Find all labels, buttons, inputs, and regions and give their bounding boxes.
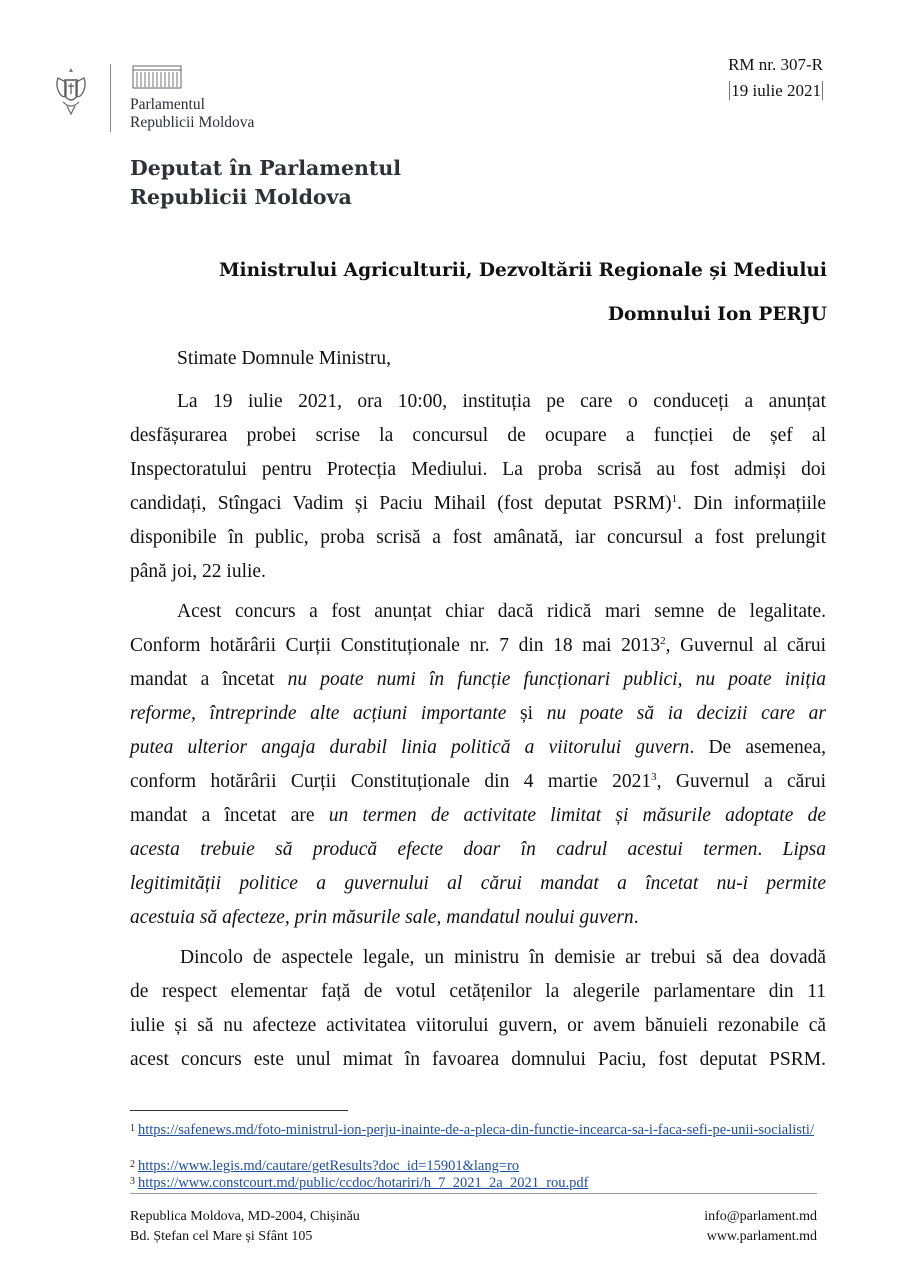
footnote-ref-2: 2 [660, 635, 666, 647]
footnote-link-1[interactable]: https://safenews.md/foto-ministrul-ion-perju-inainte-de-a-pleca-din-functie-incearca-sa-i-faca-sefi-pe-unii-socialisti/ [138, 1122, 814, 1138]
salutation: Stimate Domnule Ministru, [177, 348, 391, 369]
text-line: până joi, 22 iulie. [130, 561, 266, 582]
footnote-ref-1: 1 [671, 493, 678, 505]
footer-address [130, 1207, 360, 1247]
coat-of-arms-icon [54, 66, 88, 116]
footer-address-line1: Republica Moldova, MD-2004, Chișinău [130, 1209, 360, 1224]
text-line: de respect elementar față de votul cetățenilor la alegerile parlamentare din 11 [130, 981, 826, 1002]
text-line: mandat a încetat nu poate numi în funcție funcționari publici, nu poate iniția [130, 669, 826, 690]
footer-website: www.parlament.md [706, 1229, 817, 1244]
footnote-link-3[interactable]: https://www.constcourt.md/public/ccdoc/hotariri/h_7_2021_2a_2021_rou.pdf [138, 1175, 589, 1191]
text-line: putea ulterior angaja durabil linia politică a viitorului guvern. De asemenea, [130, 737, 826, 758]
institution-name-line2: Republicii Moldova [130, 114, 255, 131]
reference-number: RM nr. 307-R [728, 55, 823, 74]
footer-address-line2: Bd. Ștefan cel Mare și Sfânt 105 [130, 1229, 313, 1244]
footnote-ref-3: 3 [651, 771, 657, 783]
text-line: iulie și să nu afecteze activitatea viitorului guvern, or avem bănuieli rezonabile că [130, 1015, 826, 1036]
text-line: candidați, Stîngaci Vadim și Paciu Mihail (fost deputat PSRM)$^1$. Din informațiile [130, 493, 826, 514]
text-line: mandat a încetat are un termen de activitate limitat și măsurile adoptate de [130, 805, 826, 826]
footnote-3: $^3$ https://www.constcourt.md/public/ccdoc/hotariri/h_7_2021_2a_2021_rou.pdf [130, 1175, 589, 1191]
text-line: acesta trebuie să producă efecte doar în cadrul acestui termen. Lipsa [130, 839, 826, 860]
sender-title [130, 154, 401, 212]
footnote-2: $^2$ https://www.legis.md/cautare/getResults?doc_id=15901&lang=ro [130, 1158, 520, 1174]
recipient-ministry: Ministrului Agriculturii, Dezvoltării Regionale și Mediului [218, 260, 827, 281]
paragraph-3 [130, 941, 826, 1077]
text-line: conform hotărârii Curții Constituționale din 4 martie 2021$^3$, Guvernul a cărui [130, 771, 827, 792]
footer-email: info@parlament.md [704, 1209, 817, 1224]
sender-line1: Deputat în Parlamentul [130, 156, 402, 180]
institution-name-line1: Parlamentul [130, 96, 205, 113]
paragraph-2 [130, 595, 826, 935]
parliament-building-icon [132, 64, 182, 90]
footnote-1: $^1$ https://safenews.md/foto-ministrul-ion-perju-inainte-de-a-pleca-din-functie-incearca-sa-i-faca-sefi-pe-unii-socialisti/ [130, 1122, 814, 1138]
recipient-name: Domnului Ion PERJU [607, 304, 827, 325]
text-line: La 19 iulie 2021, ora 10:00, instituția pe care o conduceți a anunțat [177, 391, 826, 412]
text-line: Inspectoratului pentru Protecția Mediului. La proba scrisă au fost admiși doi [130, 459, 826, 480]
reference-block [728, 52, 823, 104]
text-line: legitimității politice a guvernului al cărui mandat a încetat nu-i permite [130, 873, 826, 894]
text-line: reforme, întreprinde alte acțiuni importante și nu poate să ia decizii care ar [130, 703, 826, 724]
footnote-separator [130, 1110, 348, 1111]
text-line: acestuia să afecteze, prin măsurile sale, mandatul noului guvern. [130, 907, 639, 928]
text-line: Dincolo de aspectele legale, un ministru în demisie ar trebui să dea dovadă [180, 947, 826, 968]
letter-date: 19 iulie 2021 [731, 81, 821, 100]
text-line: disponibile în public, proba scrisă a fost amânată, iar concursul a fost prelungit [130, 527, 826, 548]
text-line: desfășurarea probei scrise la concursul de ocupare a funcției de șef al [130, 425, 826, 446]
sender-line2: Republicii Moldova [130, 185, 352, 209]
text-line: Acest concurs a fost anunțat chiar dacă ridică mari semne de legalitate. [177, 601, 826, 622]
footnote-link-2[interactable]: https://www.legis.md/cautare/getResults?doc_id=15901&lang=ro [138, 1158, 520, 1174]
text-line: Conform hotărârii Curții Constituționale nr. 7 din 18 mai 2013$^2$, Guvernul al cărui [130, 635, 826, 656]
footer-separator [130, 1193, 817, 1194]
footer-contact [704, 1207, 817, 1247]
paragraph-1 [130, 385, 826, 589]
text-line: acest concurs este unul mimat în favoarea domnului Paciu, fost deputat PSRM. [130, 1049, 826, 1070]
header-divider [110, 64, 111, 132]
